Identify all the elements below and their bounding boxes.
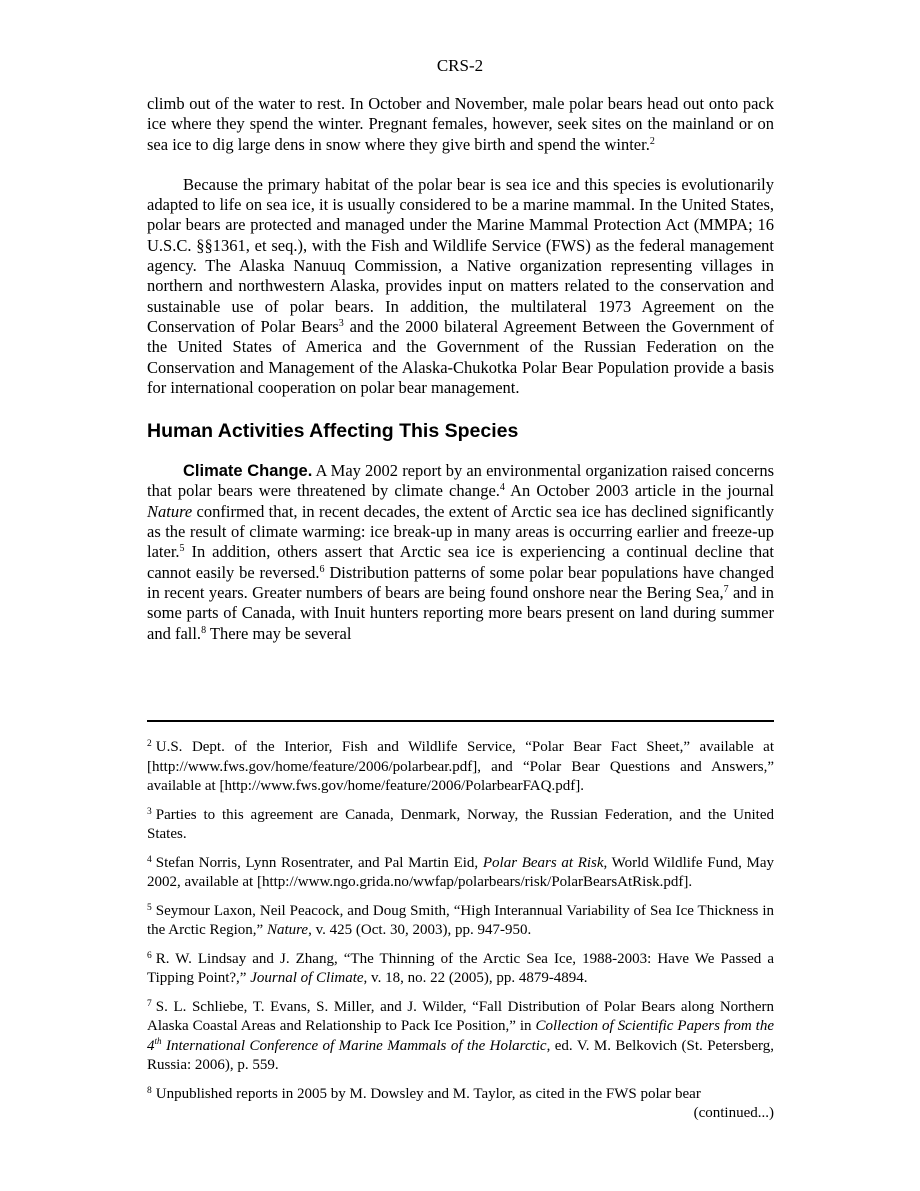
paragraph <box>147 461 774 644</box>
journal-title: Journal of Climate <box>250 970 364 986</box>
page-number: CRS-2 <box>436 56 484 75</box>
footnote <box>147 854 774 893</box>
paragraph <box>147 94 774 155</box>
footnote <box>147 806 774 845</box>
section-heading: Human Activities Affecting This Species <box>147 420 519 443</box>
footnote-ref[interactable]: 8 <box>201 624 207 636</box>
footnote-text: , World Wildlife Fund, May 2002, available at [http://www.ngo.grida.no/wwfap/polarbears/risk/PolarBearsAtRisk.pdf]. <box>147 854 775 890</box>
body-text <box>147 94 774 644</box>
footnote-text: Stefan Norris, Lynn Rosentrater, and Pal Martin Eid, <box>155 854 483 871</box>
footnote-number: 5 <box>147 902 152 913</box>
footnote-number: 7 <box>147 998 152 1009</box>
footnote-text: Seymour Laxon, Neil Peacock, and Doug Smith, “High Interannual Variability of Sea Ice Thickness in the Arctic Region,” <box>147 902 774 938</box>
footnote-ref[interactable]: 6 <box>319 563 325 575</box>
paragraph <box>147 175 774 398</box>
paragraph-text: An October 2003 article in the journal <box>504 481 774 501</box>
journal-title: Nature <box>147 501 193 521</box>
continued-note: (continued...) <box>693 1105 774 1121</box>
run-in-heading: Climate Change. <box>183 462 313 481</box>
footnote-ref[interactable]: 4 <box>499 482 505 494</box>
footnote-ref[interactable]: 3 <box>338 317 344 329</box>
footnote-number: 8 <box>147 1085 152 1096</box>
footnote-text: Parties to this agreement are Canada, Denmark, Norway, the Russian Federation, and the United States. <box>147 806 774 842</box>
publication-title: Polar Bears at Risk <box>482 854 604 871</box>
footnote-text: Unpublished reports in 2005 by M. Dowsley and M. Taylor, as cited in the FWS polar bear <box>155 1085 701 1102</box>
footnote-text: , v. 425 (Oct. 30, 2003), pp. 947-950. <box>308 922 532 938</box>
paragraph-text: There may be several <box>206 623 352 643</box>
publication-title-part: Collection of Scientific Papers from the 4 <box>147 1018 774 1054</box>
footnote-text: , ed. V. M. Belkovich (St. Petersberg, Russia: 2006), p. 559. <box>147 1037 774 1073</box>
journal-title: Nature <box>266 922 309 938</box>
footnote-number: 2 <box>147 739 152 749</box>
paragraph-text: confirmed that, in recent decades, the extent of Arctic sea ice has declined significantly as the result of climate warming: ice break-up in many areas is occurring earlier and freeze-up later. <box>147 501 774 562</box>
paragraph-text: Because the primary habitat of the polar bear is sea ice and this species is evolutionarily adapted to life on sea ice, it is usually considered to be a marine mammal. In the United States, polar bears are protected and managed under the Marine Mammal Protection Act (MMPA; 16 U.S.C. §§1361, et seq.), with the Fish and Wildlife Service (FWS) as the federal management agency. The Alaska Nanuuq Commission, a Native organization representing villages in northern and northwestern Alaska, provides input on matters related to the conservation and sustainable use of polar bears. In addition, the multilateral 1973 Agreement on the Conservation of Polar Bears <box>147 174 774 336</box>
footnote-text: S. L. Schliebe, T. Evans, S. Miller, and J. Wilder, “Fall Distribution of Polar Bears along Northern Alaska Coastal Areas and Relationship to Pack Ice Position,” in <box>147 998 774 1034</box>
footnote <box>147 902 774 941</box>
paragraph-text: In addition, others assert that Arctic sea ice is experiencing a continual decline that cannot easily be reversed. <box>147 542 774 582</box>
footnote-ref[interactable]: 2 <box>649 135 655 147</box>
paragraph-text: and the 2000 bilateral Agreement Between the Government of the United States of America and the Government of the Russian Federation on the Conservation and Management of the Alaska-Chukotka Polar Bear Population provide a basis for international cooperation on polar bear management. <box>147 316 774 397</box>
footnote-divider <box>147 720 774 722</box>
footnote <box>147 950 774 989</box>
ordinal-suffix: th <box>154 1035 162 1046</box>
footnote-text: R. W. Lindsay and J. Zhang, “The Thinning of the Arctic Sea Ice, 1988-2003: Have We Passed a Tipping Point?,” <box>147 950 774 986</box>
footnote-number: 4 <box>147 854 152 865</box>
publication-title-part: International Conference of Marine Mammals of the Holarctic <box>161 1037 547 1054</box>
paragraph-text: climb out of the water to rest. In October and November, male polar bears head out onto pack ice where they spend the winter. Pregnant females, however, seek sites on the mainland or on sea ice to dig large dens in snow where they give birth and spend the winter. <box>147 94 774 154</box>
footnote-text: U.S. Dept. of the Interior, Fish and Wildlife Service, “Polar Bear Fact Sheet,” available at [http://www.fws.gov/home/feature/2006/polarbear.pdf], and “Polar Bear Questions and Answers,” available at [http://www.fws.gov/home/feature/2006/PolarbearFAQ.pdf]. <box>147 739 774 794</box>
paragraph-text: A May 2002 report by an environmental organization raised concerns that polar bears were threatened by climate change. <box>147 461 774 501</box>
footnote-number: 3 <box>147 806 152 817</box>
footnote <box>147 1085 774 1105</box>
footnote-ref[interactable]: 7 <box>723 583 729 595</box>
footnote-text: , v. 18, no. 22 (2005), pp. 4879-4894. <box>363 970 588 986</box>
footnote <box>147 998 774 1076</box>
footnote-ref[interactable]: 5 <box>179 543 185 555</box>
footnote <box>147 738 774 797</box>
footnote-number: 6 <box>147 950 152 961</box>
paragraph-text: Distribution patterns of some polar bear populations have changed in recent years. Greater numbers of bears are being found onshore near the Bering Sea, <box>147 562 774 602</box>
paragraph-text: and in some parts of Canada, with Inuit hunters reporting more bears present on land during summer and fall. <box>147 582 774 643</box>
footnotes <box>147 738 774 1124</box>
